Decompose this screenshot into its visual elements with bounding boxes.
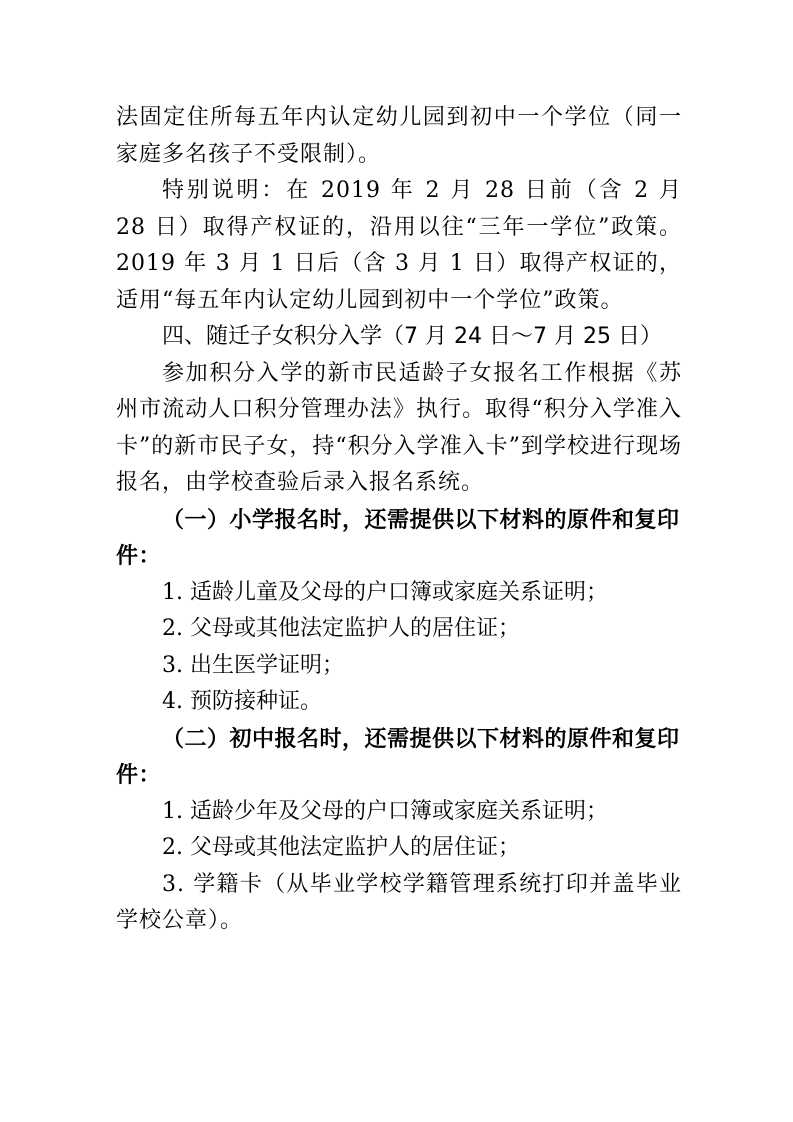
- list-item: 3. 学籍卡（从毕业学校学籍管理系统打印并盖毕业学校公章）。: [116, 871, 682, 933]
- list-item: 1. 适龄少年及父母的户口簿或家庭关系证明；: [162, 798, 608, 824]
- document-body: [116, 100, 682, 940]
- paragraph-special-note: 特别说明：在 2019 年 2 月 28 日前（含 2 月 28 日）取得产权证的，沿用以往“三年一学位”政策。2019 年 3 月 1 日后（含 3 月 1 日）取得产权证的，适用“每五年内认定幼儿园到初中一个学位”政策。: [116, 178, 682, 313]
- list-item: 4. 预防接种证。: [162, 689, 322, 714]
- list-item: 2. 父母或其他法定监护人的居住证；: [162, 616, 520, 641]
- section-heading-migrant-children: 四、随迁子女积分入学（7 月 24 日～7 月 25 日）: [162, 324, 662, 349]
- list-item: 3. 出生医学证明；: [162, 652, 344, 678]
- paragraph-residence-quota: 法固定住所每五年内认定幼儿园到初中一个学位（同一家庭多名孩子不受限制）。: [116, 105, 682, 167]
- list-item: 1. 适龄儿童及父母的户口簿或家庭关系证明；: [162, 579, 608, 605]
- subheading-junior-school: （二）初中报名时，还需提供以下材料的原件和复印件：: [116, 725, 680, 788]
- subheading-primary-school: （一）小学报名时，还需提供以下材料的原件和复印件：: [116, 506, 680, 569]
- paragraph-points-admission: 参加积分入学的新市民适龄子女报名工作根据《苏州市流动人口积分管理办法》执行。取得“积分入学准入卡”的新市民子女，持“积分入学准入卡”到学校进行现场报名，由学校查验后录入报名系统。: [116, 360, 682, 495]
- list-item: 2. 父母或其他法定监护人的居住证；: [162, 835, 520, 860]
